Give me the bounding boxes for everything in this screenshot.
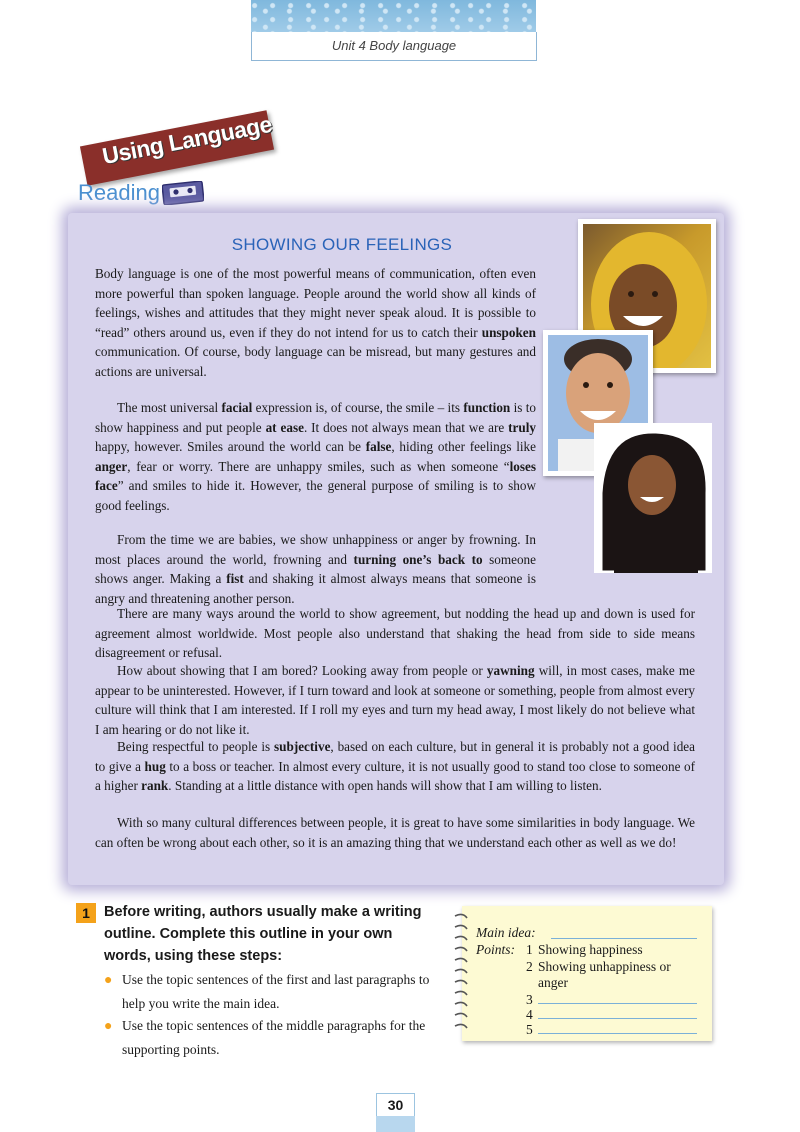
reading-title: SHOWING OUR FEELINGS: [231, 235, 453, 254]
outline-point-text: anger: [538, 975, 568, 990]
header-decoration: [251, 0, 536, 32]
points-label: Points:: [476, 942, 515, 957]
page-number: 30: [376, 1093, 415, 1117]
page-number-band: [376, 1116, 415, 1132]
outline-answer-line[interactable]: [538, 1003, 697, 1004]
main-idea-answer-line[interactable]: [551, 938, 697, 939]
activity-step: ● Use the topic sentences of the first and last paragraphs to help you write the main idea.: [104, 968, 452, 1015]
outline-point-number: 2: [526, 959, 533, 974]
activity-number: 1: [76, 903, 96, 923]
reading-paragraph: From the time we are babies, we show unhappiness or anger by frowning. In most places around the world, frowning and turning one’s back to someone shows anger. Making a fist and shaking it almost always means that someone is angry and threatening another person.: [95, 532, 537, 606]
bullet-dot-icon: ●: [104, 1019, 113, 1034]
reading-paragraph: The most universal facial expression is, of course, the smile – its function is to show happiness and put people at ease. It does not always mean that we are truly happy, however. Smiles around the world can be false, hiding other feelings like anger, fear or worry. There are unhappy smiles, such as when someone “loses face” and smiles to hide it. However, the general purpose of smiling is to show good feelings.: [95, 400, 536, 513]
section-banner: Using Language: [100, 110, 274, 170]
main-idea-label: Main idea:: [476, 925, 536, 940]
notebook-spiral-icon: [451, 910, 473, 1038]
reading-paragraph: Body language is one of the most powerful means of communication, often even more powerful than spoken language. People around the world show all kinds of feelings, wishes and attitudes that they might never speak aloud. It is possible to “read” others around us, even if they do not intend for us to catch their unspoken communication. Of course, body language can be misread, but many gestures and actions are universal.: [95, 266, 536, 379]
outline-point-number: 4: [526, 1007, 533, 1022]
activity-heading: Before writing, authors usually make a writing outline. Complete this outline in your own words, using these steps:: [104, 904, 422, 964]
outline-point-number: 1: [526, 942, 533, 957]
outline-point-number: 5: [526, 1022, 533, 1037]
outline-answer-line[interactable]: [538, 1018, 697, 1019]
reading-paragraph: With so many cultural differences between people, it is great to have some similarities in body language. We can often be wrong about each other, so it is an amazing thing that we understand each other as well as we do!: [95, 815, 695, 850]
reading-paragraph: How about showing that I am bored? Looking away from people or yawning will, in most cases, make me appear to be uninterested. However, if I turn toward and look at someone or something, people from almost every culture will think that I am interested. If I roll my eyes and turn my head away, I most likely do not believe what I am hearing or do not like it.: [95, 663, 695, 737]
unit-title: Unit 4 Body language: [251, 32, 537, 61]
reading-paragraph: Being respectful to people is subjective, based on each culture, but in general it is probably not a good idea to give a hug to a boss or teacher. In almost every culture, it is not usually good to stand too close to someone of a higher rank. Standing at a little distance with open hands will show that I am willing to listen.: [95, 739, 696, 794]
reading-paragraph: There are many ways around the world to show agreement, but nodding the head up and down is used for agreement almost worldwide. Most people also understand that shaking the head from side to side means disagreement or refusal.: [95, 606, 695, 661]
outline-answer-line[interactable]: [538, 1033, 697, 1034]
outline-point-text: Showing unhappiness or: [538, 959, 671, 974]
outline-point-text: Showing happiness: [538, 942, 643, 957]
outline-point-number: 3: [526, 992, 533, 1007]
photo-smiling-young-woman: [594, 423, 712, 573]
cassette-tape-icon: [162, 181, 204, 205]
bullet-dot-icon: ●: [104, 973, 113, 988]
activity-step: ● Use the topic sentences of the middle paragraphs for the supporting points.: [104, 1014, 452, 1061]
reading-label: Reading: [78, 180, 160, 205]
